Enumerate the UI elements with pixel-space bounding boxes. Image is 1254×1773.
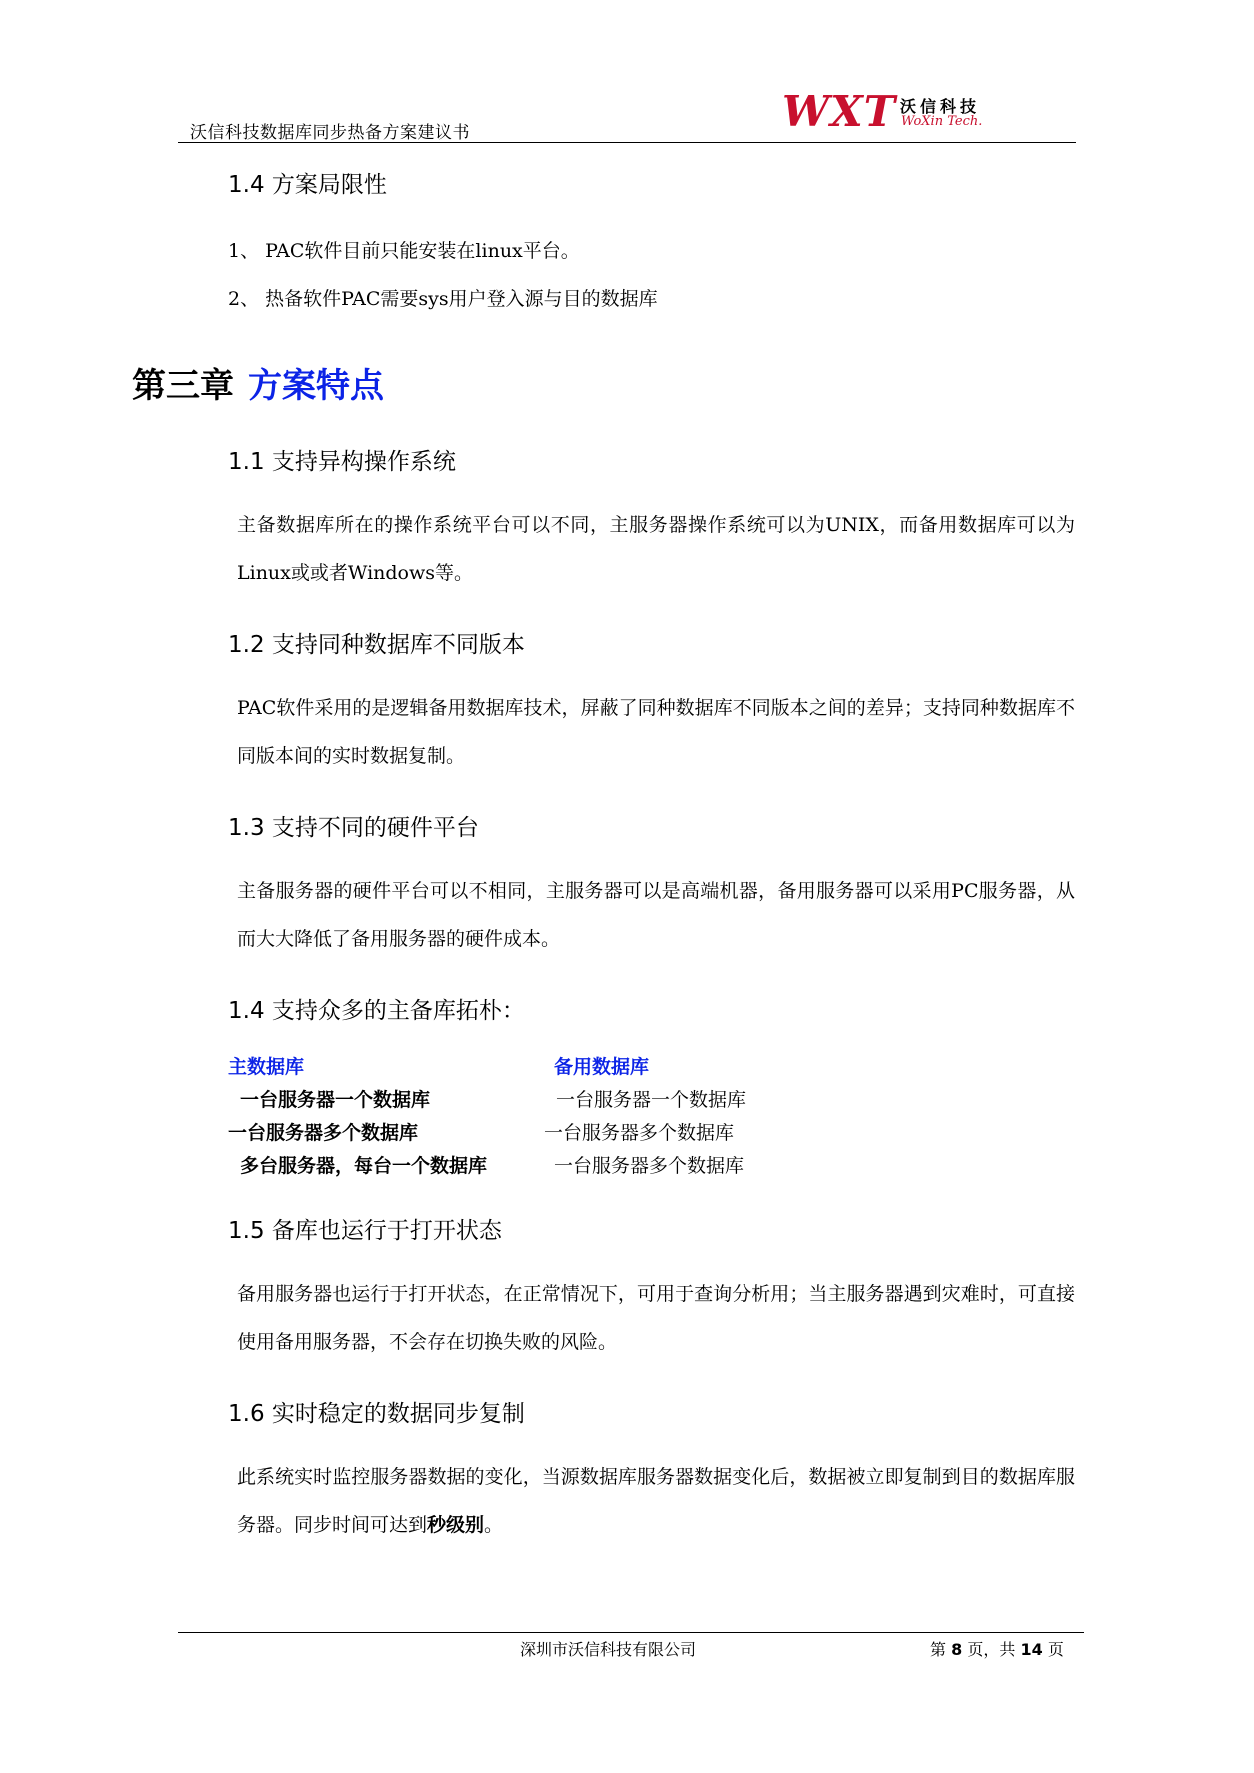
- section-heading-1-1: 1.1 支持异构操作系统: [228, 449, 456, 475]
- chapter-heading: [132, 358, 384, 407]
- section-heading-limits: 1.4 方案局限性: [228, 172, 387, 198]
- page-total: 14: [1020, 1640, 1043, 1659]
- section-heading-1-5: 1.5 备库也运行于打开状态: [228, 1218, 502, 1244]
- topology-column-primary: 主数据库: [228, 1056, 305, 1078]
- paragraph-1-6-end: 。: [484, 1514, 504, 1536]
- footer-divider: [178, 1632, 1084, 1633]
- section-heading-1-3: 1.3 支持不同的硬件平台: [228, 815, 479, 841]
- section-heading-1-2: 1.2 支持同种数据库不同版本: [228, 632, 525, 658]
- paragraph-1-3: 主备服务器的硬件平台可以不相同，主服务器可以是高端机器，备用服务器可以采用PC服务器，从而大大降低了备用服务器的硬件成本。: [237, 880, 1075, 950]
- paragraph-1-6-emphasis: 秒级别: [427, 1514, 485, 1536]
- topology-standby-2: 一台服务器多个数据库: [544, 1122, 735, 1144]
- page-suffix: 页: [1047, 1640, 1064, 1659]
- document-header-title: 沃信科技数据库同步热备方案建议书: [190, 123, 470, 143]
- topology-primary-2: 一台服务器多个数据库: [228, 1122, 419, 1144]
- topology-column-standby: 备用数据库: [554, 1056, 650, 1078]
- topology-primary-1: 一台服务器一个数据库: [240, 1089, 431, 1111]
- logo-english-name: WoXin Tech.: [901, 114, 983, 129]
- page-current: 8: [951, 1640, 963, 1659]
- topology-standby-3: 一台服务器多个数据库: [554, 1155, 745, 1177]
- footer-page-number: [930, 1637, 1064, 1660]
- chapter-title: 方案特点: [248, 366, 384, 406]
- page-prefix: 第: [930, 1640, 947, 1659]
- footer-company-name: 深圳市沃信科技有限公司: [520, 1640, 697, 1659]
- logo-chinese-name: 沃信科技: [900, 97, 981, 116]
- paragraph-1-6: [237, 1453, 1075, 1549]
- paragraph-1-6-text: 此系统实时监控服务器数据的变化，当源数据库服务器数据变化后，数据被立即复制到目的数据库服务器。同步时间可达到: [237, 1466, 1075, 1536]
- logo-mark: WXT: [782, 87, 897, 136]
- topology-standby-1: 一台服务器一个数据库: [556, 1089, 747, 1111]
- section-heading-1-6: 1.6 实时稳定的数据同步复制: [228, 1401, 525, 1427]
- section-heading-topology: 1.4 支持众多的主备库拓朴：: [228, 998, 525, 1024]
- topology-primary-3: 多台服务器，每台一个数据库: [240, 1155, 488, 1177]
- limit-item-2: 2、 热备软件PAC需要sys用户登入源与目的数据库: [228, 288, 658, 310]
- paragraph-1-5: 备用服务器也运行于打开状态，在正常情况下，可用于查询分析用；当主服务器遇到灾难时，可直接使用备用服务器，不会存在切换失败的风险。: [237, 1283, 1075, 1353]
- chapter-label: 第三章: [132, 366, 234, 406]
- paragraph-1-2: PAC软件采用的是逻辑备用数据库技术，屏蔽了同种数据库不同版本之间的差异；支持同种数据库不同版本间的实时数据复制。: [237, 697, 1075, 767]
- page-mid: 页，共: [967, 1640, 1016, 1659]
- paragraph-1-1: 主备数据库所在的操作系统平台可以不同，主服务器操作系统可以为UNIX，而备用数据库可以为Linux或或者Windows等。: [237, 514, 1075, 584]
- header-divider: [178, 142, 1076, 143]
- limit-item-1: 1、 PAC软件目前只能安装在linux平台。: [228, 240, 580, 262]
